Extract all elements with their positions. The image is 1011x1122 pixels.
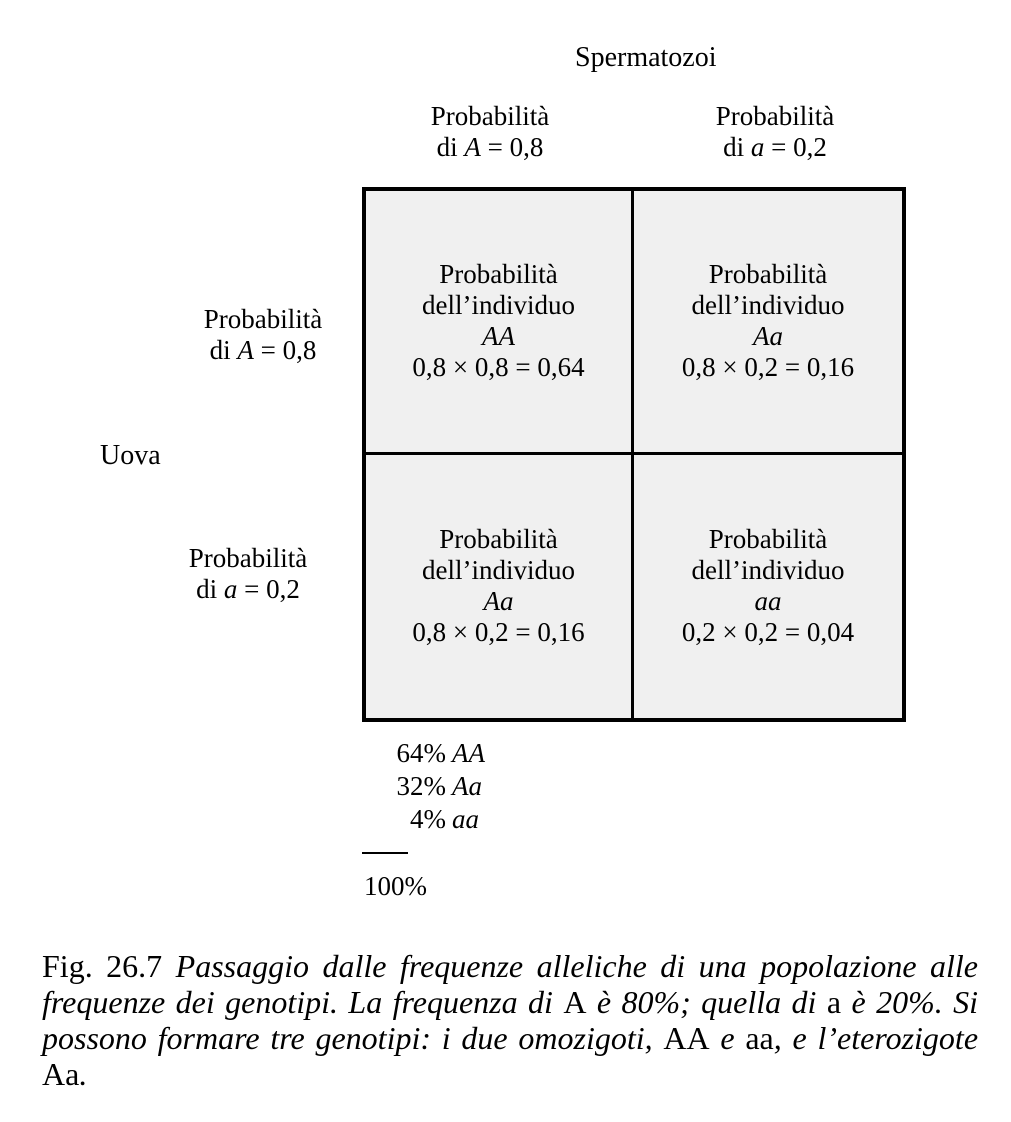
row-header-a xyxy=(163,543,333,605)
cell-genotype: Aa xyxy=(483,586,514,617)
row-header-a-value: di a = 0,2 xyxy=(196,574,300,604)
cell-subtitle: dell’individuo xyxy=(422,555,575,586)
cell-title: Probabilità xyxy=(439,524,558,555)
eggs-header: Uova xyxy=(100,440,161,471)
caption-text-4: e xyxy=(709,1020,746,1056)
column-header-a-value: di a = 0,2 xyxy=(723,132,827,162)
summary-divider xyxy=(362,852,408,854)
cell-subtitle: dell’individuo xyxy=(422,290,575,321)
cell-calculation: 0,8 × 0,2 = 0,16 xyxy=(412,617,585,648)
cell-AA xyxy=(366,191,634,455)
punnett-square xyxy=(362,187,906,722)
caption-allele-a: a xyxy=(826,984,842,1020)
cell-title: Probabilità xyxy=(708,259,828,290)
cell-Aa-bottom xyxy=(366,455,634,719)
sperm-header: Spermatozoi xyxy=(575,42,717,73)
caption-text-5: , e l’eterozigote xyxy=(773,1020,979,1056)
summary-genotype: AA xyxy=(452,738,485,768)
cell-subtitle: dell’individuo xyxy=(691,290,845,321)
cell-calculation: 0,8 × 0,8 = 0,64 xyxy=(412,352,585,383)
caption-text-6: . xyxy=(79,1056,88,1092)
cell-aa xyxy=(634,455,902,719)
row-header-A xyxy=(178,304,348,366)
genotype-summary xyxy=(374,737,485,836)
summary-genotype: aa xyxy=(452,804,479,834)
cell-subtitle: dell’individuo xyxy=(691,555,845,586)
row-header-a-title: Probabilità xyxy=(188,543,308,573)
summary-row xyxy=(374,803,485,836)
caption-text-1: Passaggio dalle frequenze alleliche di una popolazione alle frequenze dei genotipi. La frequenza di xyxy=(42,948,979,1020)
cell-Aa-top xyxy=(634,191,902,455)
caption-genotype-Aa: Aa xyxy=(42,1056,80,1092)
summary-row xyxy=(374,770,485,803)
caption-genotype-aa: aa xyxy=(745,1020,774,1056)
row-header-A-title: Probabilità xyxy=(203,304,323,334)
cell-title: Probabilità xyxy=(708,524,828,555)
column-header-A xyxy=(405,101,575,163)
cell-genotype: AA xyxy=(482,321,515,352)
caption-figure-number: Fig. 26.7 xyxy=(42,948,176,984)
caption-text-3: è 20%. Si possono formare tre genotipi: i due omozigoti, xyxy=(42,984,979,1056)
cell-title: Probabilità xyxy=(439,259,558,290)
summary-row xyxy=(374,737,485,770)
cell-calculation: 0,8 × 0,2 = 0,16 xyxy=(681,352,855,383)
column-header-A-value: di A = 0,8 xyxy=(436,132,544,162)
caption-text-2: è 80%; quella di xyxy=(586,984,827,1020)
cell-genotype: aa xyxy=(754,586,782,617)
cell-calculation: 0,2 × 0,2 = 0,04 xyxy=(681,617,855,648)
summary-genotype: Aa xyxy=(452,771,482,801)
row-header-A-value: di A = 0,8 xyxy=(209,335,317,365)
summary-percent: 32% xyxy=(396,771,446,801)
figure-caption xyxy=(42,948,978,1092)
summary-total: 100% xyxy=(364,871,427,901)
caption-allele-A: A xyxy=(563,984,587,1020)
cell-genotype: Aa xyxy=(753,321,783,352)
caption-genotype-AA: AA xyxy=(663,1020,710,1056)
summary-percent: 64% xyxy=(396,738,446,768)
column-header-a xyxy=(690,101,860,163)
column-header-a-title: Probabilità xyxy=(715,101,835,131)
summary-percent: 4% xyxy=(410,804,446,834)
column-header-A-title: Probabilità xyxy=(430,101,550,131)
